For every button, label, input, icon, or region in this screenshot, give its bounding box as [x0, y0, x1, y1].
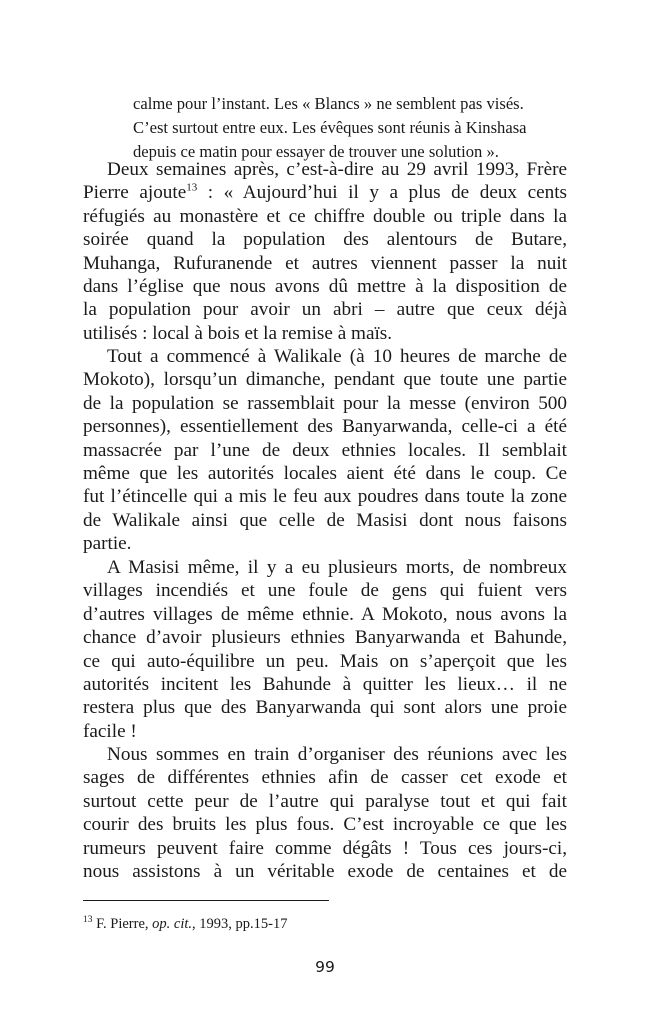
text-line: villages incendiés et une foule de gens qui fuient vers [83, 580, 567, 602]
text-line: de la population se rassemblait pour la messe (environ 500 [83, 392, 567, 414]
text-line: Tout a commencé à Walikale (à 10 heures de marche de [107, 346, 567, 367]
footnote-text: F. Pierre, [92, 916, 153, 932]
text-line: Mokoto), lorsqu’un dimanche, pendant que toute une partie [83, 369, 567, 391]
quote-line: depuis ce matin pour essayer de trouver une solution ». [133, 142, 499, 161]
footnote-number: 13 [83, 915, 93, 926]
text-line: nous assistons à un véritable exode de centaines et de [83, 860, 567, 882]
text-segment: : « Aujourd’hui il y a plus de deux cents [197, 182, 567, 204]
text-line: soirée quand la population des alentours de Butare, [83, 229, 567, 251]
text-line: restera plus que des Banyarwanda qui sont alors une proie [83, 697, 567, 719]
text-line: rumeurs peuvent faire comme dégâts ! Tous ces jours-ci, [83, 837, 567, 859]
footnote-divider [83, 900, 329, 901]
text-line: Muhanga, Rufuranende et autres viennent passer la nuit [83, 252, 567, 274]
text-line: de Walikale ainsi que celle de Masisi dont nous faisons [83, 509, 567, 531]
text-line: surtout cette peur de l’autre qui paralyse tout et qui fait [83, 790, 567, 812]
text-line-with-footnote [83, 181, 567, 204]
text-line: la population pour avoir un abri – autre que ceux déjà [83, 299, 567, 321]
text-line: même que les autorités locales aient été dans le coup. Ce [83, 462, 567, 484]
text-line: d’autres villages de même ethnie. A Mokoto, nous avons la [83, 603, 567, 625]
text-line: sages de différentes ethnies afin de casser cet exode et [83, 767, 567, 789]
text-line: Nous sommes en train d’organiser des réunions avec les [107, 744, 567, 765]
text-line: facile ! [83, 720, 137, 742]
paragraph-4 [83, 743, 567, 883]
page-number: 99 [315, 958, 335, 976]
text-line: Deux semaines après, c’est-à-dire au 29 avril 1993, Frère [107, 159, 567, 180]
footnote [83, 914, 288, 934]
text-line: massacrée par l’une de deux ethnies locales. Il semblait [83, 439, 567, 461]
text-line: dans l’église que nous avons dû mettre à la disposition de [83, 275, 567, 297]
text-line: fut l’étincelle qui a mis le feu aux poudres dans toute la zone [83, 486, 567, 508]
text-line: courir des bruits les plus fous. C’est incroyable ce que les [83, 814, 567, 836]
paragraph-1 [83, 158, 567, 345]
footnote-text: , 1993, pp.15-17 [192, 916, 288, 932]
text-line: utilisés : local à bois et la remise à maïs. [83, 322, 393, 344]
footnote-reference[interactable]: 13 [186, 182, 198, 194]
text-line: chance d’avoir plusieurs ethnies Banyarwanda et Bahunde, [83, 627, 567, 649]
paragraph-2 [83, 345, 567, 556]
quote-line: C’est surtout entre eux. Les évêques sont réunis à Kinshasa [133, 118, 527, 137]
text-line: réfugiés au monastère et ce chiffre double ou triple dans la [83, 205, 567, 227]
block-quote [133, 92, 567, 164]
text-line: personnes), essentiellement des Banyarwanda, celle-ci a été [83, 416, 567, 438]
text-line: autorités incitent les Bahunde à quitter les lieux… il ne [83, 673, 567, 695]
text-line: A Masisi même, il y a eu plusieurs morts, de nombreux [107, 557, 567, 578]
quote-line: calme pour l’instant. Les « Blancs » ne semblent pas visés. [133, 94, 524, 113]
footnote-italic: op. cit. [152, 916, 193, 932]
paragraph-3 [83, 556, 567, 743]
text-segment: Pierre ajoute [83, 182, 187, 204]
text-line: partie. [83, 533, 132, 555]
text-line: ce qui auto-équilibre un peu. Mais on s’aperçoit que les [83, 650, 567, 672]
